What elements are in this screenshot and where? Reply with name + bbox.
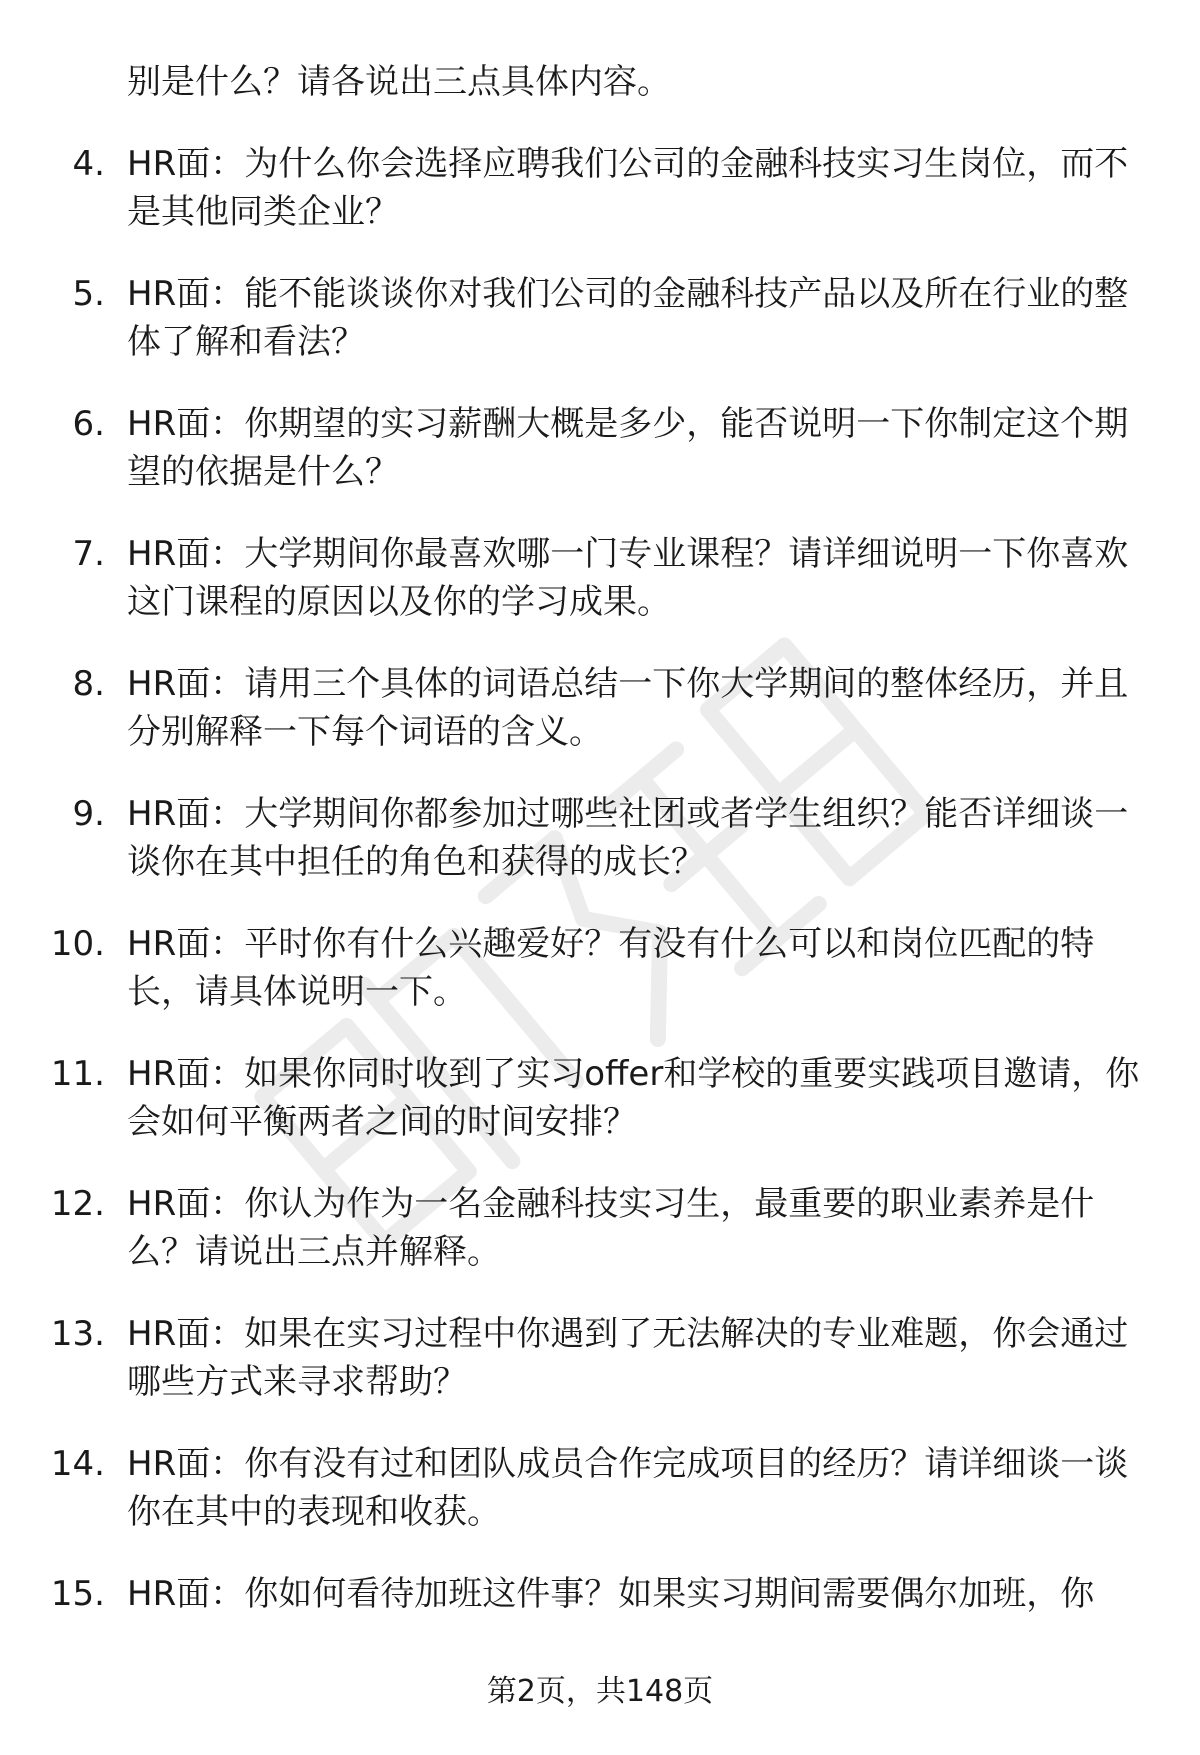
item-number: 14.	[50, 1444, 105, 1484]
item-text: HR面：请用三个具体的词语总结一下你大学期间的整体经历，并且分别解释一下每个词语的含义。	[127, 664, 1129, 752]
item-text: HR面：为什么你会选择应聘我们公司的金融科技实习生岗位，而不是其他同类企业？	[127, 144, 1129, 232]
list-item	[0, 1570, 1200, 1618]
item-number: 15.	[50, 1574, 105, 1614]
list-item	[0, 920, 1200, 1016]
item-number: 8.	[72, 664, 105, 704]
list-item	[0, 530, 1200, 626]
list-item	[0, 1440, 1200, 1536]
item-number: 5.	[72, 274, 105, 314]
item-number: 9.	[72, 794, 105, 834]
list-item	[0, 140, 1200, 236]
item-number: 7.	[72, 534, 105, 574]
page-number-footer: 第2页，共148页	[486, 1674, 714, 1709]
item-text: HR面：能不能谈谈你对我们公司的金融科技产品以及所在行业的整体了解和看法？	[127, 274, 1129, 362]
item-number: 10.	[50, 924, 105, 964]
list-item	[0, 1050, 1200, 1146]
list-item	[0, 270, 1200, 366]
item-text: HR面：大学期间你最喜欢哪一门专业课程？请详细说明一下你喜欢这门课程的原因以及你的学习成果。	[127, 534, 1129, 622]
question-list	[0, 58, 1200, 1618]
item-text: HR面：你如何看待加班这件事？如果实习期间需要偶尔加班，你	[127, 1574, 1095, 1614]
continued-line: 别是什么？请各说出三点具体内容。	[127, 62, 671, 102]
list-item	[0, 1180, 1200, 1276]
list-item	[0, 660, 1200, 756]
item-text: HR面：平时你有什么兴趣爱好？有没有什么可以和岗位匹配的特长，请具体说明一下。	[127, 924, 1095, 1012]
item-number: 13.	[50, 1314, 105, 1354]
item-number: 6.	[72, 404, 105, 444]
list-item	[0, 790, 1200, 886]
item-text: HR面：大学期间你都参加过哪些社团或者学生组织？能否详细谈一谈你在其中担任的角色和获得的成长？	[127, 794, 1129, 882]
item-number: 12.	[50, 1184, 105, 1224]
item-text: HR面：如果你同时收到了实习offer和学校的重要实践项目邀请，你会如何平衡两者之间的时间安排？	[127, 1054, 1140, 1142]
item-number: 4.	[72, 144, 105, 184]
item-text: HR面：你认为作为一名金融科技实习生，最重要的职业素养是什么？请说出三点并解释。	[127, 1184, 1095, 1272]
item-text: HR面：你有没有过和团队成员合作完成项目的经历？请详细谈一谈你在其中的表现和收获。	[127, 1444, 1129, 1532]
list-item	[0, 1310, 1200, 1406]
item-text: HR面：你期望的实习薪酬大概是多少，能否说明一下你制定这个期望的依据是什么？	[127, 404, 1129, 492]
item-text: HR面：如果在实习过程中你遇到了无法解决的专业难题，你会通过哪些方式来寻求帮助？	[127, 1314, 1129, 1402]
list-item	[0, 400, 1200, 496]
item-number: 11.	[50, 1054, 105, 1094]
